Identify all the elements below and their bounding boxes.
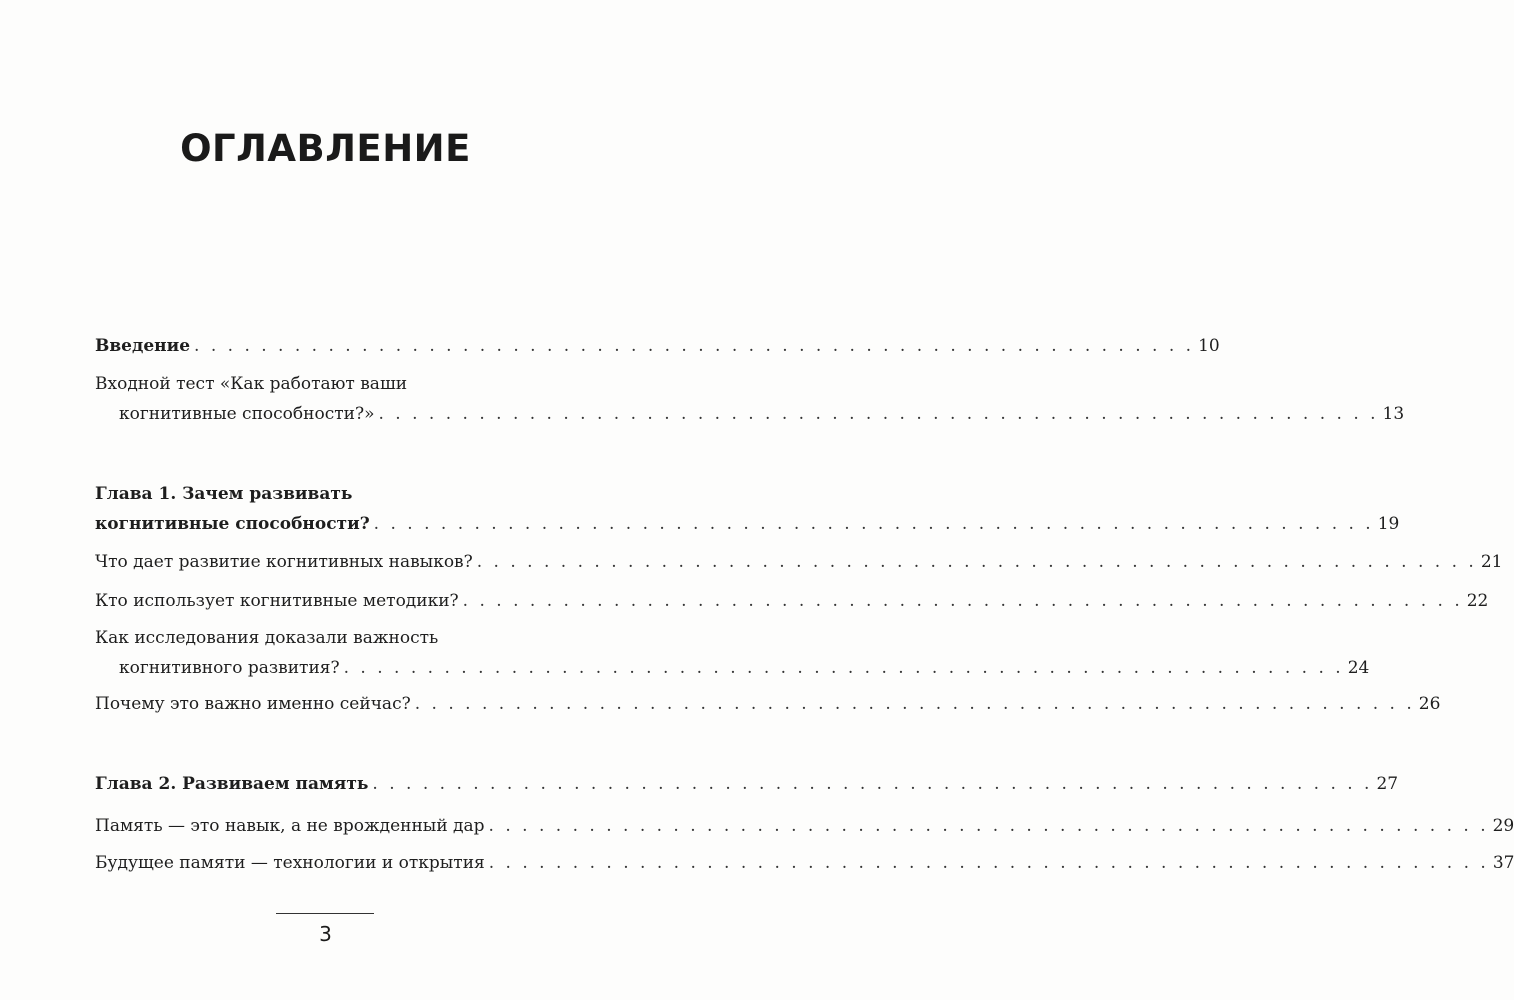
toc-entry-title: Кто использует когнитивные методики? [95, 591, 459, 611]
page-number: 3 [319, 922, 332, 946]
toc-entry-memory-future[interactable] [95, 848, 1514, 878]
page-title: ОГЛАВЛЕНИЕ [180, 127, 471, 170]
toc-page-number: 37 [1492, 853, 1514, 873]
toc-page-number: 13 [1382, 404, 1405, 424]
toc-page-number: 21 [1480, 552, 1503, 572]
dot-leader: . . . . . . . . . . . . . . . . . . . . . . . . . . . . . . . . . . . . . . . . . . . . . . . . . . . . . . . . . . . . [194, 336, 1195, 356]
footer-rule [276, 913, 374, 914]
toc-page-number: 26 [1418, 694, 1441, 714]
dot-leader: . . . . . . . . . . . . . . . . . . . . . . . . . . . . . . . . . . . . . . . . . . . . . . . . . . . . . . . . . . . . [462, 591, 1463, 611]
toc-page-number: 27 [1376, 774, 1399, 794]
dot-leader: . . . . . . . . . . . . . . . . . . . . . . . . . . . . . . . . . . . . . . . . . . . . . . . . . . . . . . . . . . . . [488, 853, 1489, 873]
dot-leader: . . . . . . . . . . . . . . . . . . . . . . . . . . . . . . . . . . . . . . . . . . . . . . . . . . . . . . . . . . . . [378, 404, 1379, 424]
toc-page-number: 29 [1492, 816, 1514, 836]
dot-leader: . . . . . . . . . . . . . . . . . . . . . . . . . . . . . . . . . . . . . . . . . . . . . . . . . . . . . . . . . . . . [373, 514, 1374, 534]
dot-leader: . . . . . . . . . . . . . . . . . . . . . . . . . . . . . . . . . . . . . . . . . . . . . . . . . . . . . . . . . . . . [414, 694, 1415, 714]
toc-entry-chapter-1[interactable] [95, 479, 1400, 539]
toc-entry-who-uses[interactable] [95, 586, 1489, 616]
toc-entry-title: Память — это навык, а не врожденный дар [95, 816, 485, 836]
toc-page-number: 19 [1377, 514, 1400, 534]
toc-entry-research[interactable] [95, 623, 1370, 683]
toc-entry-title: Почему это важно именно сейчас? [95, 694, 411, 714]
toc-entry-title: Входной тест «Как работают ваши [95, 374, 408, 394]
toc-page-number: 10 [1198, 336, 1220, 356]
dot-leader: . . . . . . . . . . . . . . . . . . . . . . . . . . . . . . . . . . . . . . . . . . . . . . . . . . . . . . . . . . . . [372, 774, 1373, 794]
dot-leader: . . . . . . . . . . . . . . . . . . . . . . . . . . . . . . . . . . . . . . . . . . . . . . . . . . . . . . . . . . . . [343, 658, 1344, 678]
toc-page-number: 22 [1466, 591, 1489, 611]
dot-leader: . . . . . . . . . . . . . . . . . . . . . . . . . . . . . . . . . . . . . . . . . . . . . . . . . . . . . . . . . . . . [488, 816, 1489, 836]
toc-entry-introduction[interactable] [95, 331, 1220, 361]
toc-entry-entrance-test[interactable] [95, 369, 1405, 429]
toc-entry-benefits[interactable] [95, 547, 1503, 577]
toc-entry-title: Глава 1. Зачем развивать [95, 484, 353, 504]
toc-entry-title: Введение [95, 336, 191, 356]
toc-entry-title-continued: когнитивного развития? [119, 658, 340, 678]
toc-entry-title-continued: когнитивные способности? [95, 514, 370, 534]
toc-entry-title: Что дает развитие когнитивных навыков? [95, 552, 473, 572]
toc-entry-memory-skill[interactable] [95, 811, 1514, 841]
toc-entry-title: Глава 2. Развиваем память [95, 774, 369, 794]
toc-entry-title: Как исследования доказали важность [95, 628, 439, 648]
toc-entry-chapter-2[interactable] [95, 769, 1399, 799]
toc-page-number: 24 [1347, 658, 1370, 678]
toc-entry-why-now[interactable] [95, 689, 1441, 719]
dot-leader: . . . . . . . . . . . . . . . . . . . . . . . . . . . . . . . . . . . . . . . . . . . . . . . . . . . . . . . . . . . . [476, 552, 1477, 572]
toc-entry-title-continued: когнитивные способности?» [119, 404, 375, 424]
toc-entry-title: Будущее памяти — технологии и открытия [95, 853, 485, 873]
